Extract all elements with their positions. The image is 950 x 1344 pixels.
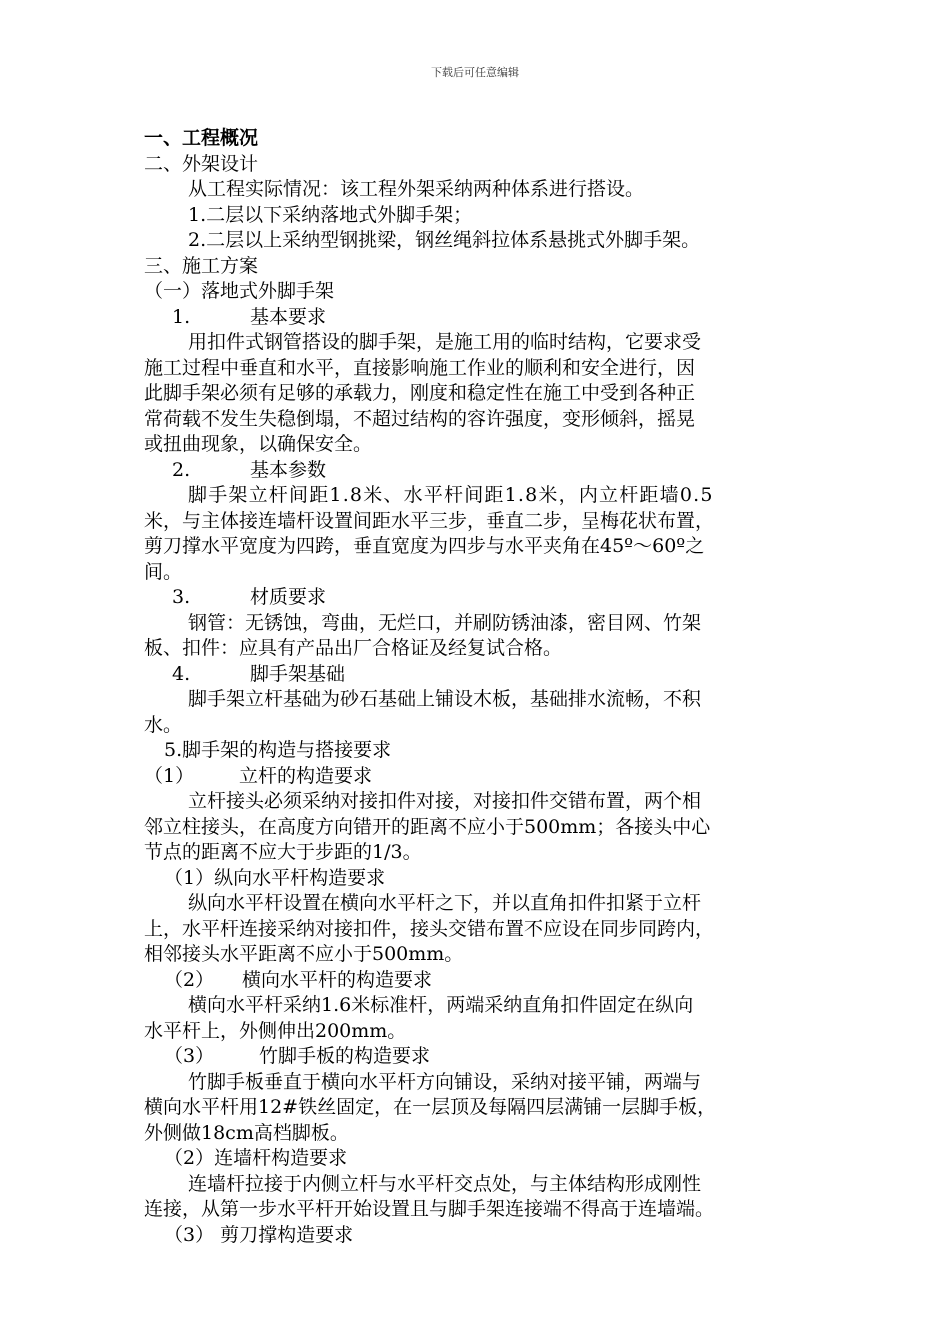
subsection-number: （1）: [144, 764, 195, 787]
subsection-title: 立杆的构造要求: [239, 764, 373, 787]
subsection-title: 竹脚手板的构造要求: [259, 1045, 431, 1067]
section-heading: [172, 662, 862, 688]
paragraph-line: 外侧做18cm高档脚板。: [144, 1121, 349, 1144]
paragraph-line: 横向水平杆用12#铁丝固定，在一层顶及每隔四层满铺一层脚手板，: [144, 1096, 717, 1118]
paragraph-line: 水。: [144, 713, 183, 736]
paragraph-line: 立杆接头必须采纳对接扣件对接，对接扣件交错布置，两个相: [188, 790, 702, 812]
paragraph-line: 节点的距离不应大于步距的1/3。: [144, 841, 422, 863]
paragraph-line: 施工过程中垂直和水平，直接影响施工作业的顺利和安全进行，因: [144, 356, 696, 379]
list-item: 2.二层以上采纳型钢挑梁，钢丝绳斜拉体系悬挑式外脚手架。: [188, 229, 701, 251]
paragraph-line: 邻立柱接头，在高度方向错开的距离不应小于500mm；各接头中心: [144, 815, 711, 838]
paragraph-line: 从工程实际情况：该工程外架采纳两种体系进行搭设。: [188, 178, 645, 200]
paragraph-line: 横向水平杆采纳1.6米标准杆，两端采纳直角扣件固定在纵向: [188, 994, 694, 1016]
list-item: 1.二层以下采纳落地式外脚手架；: [188, 203, 473, 226]
paragraph-line: 上，水平杆连接采纳对接扣件，接头交错布置不应设在同步同跨内，: [144, 917, 715, 940]
section-heading: [172, 458, 862, 484]
subsection-heading: [144, 764, 834, 790]
paragraph-line: 钢管：无锈蚀，弯曲，无烂口，并刷防锈油漆，密目网、竹架: [188, 611, 702, 634]
section-heading: [172, 305, 862, 331]
subsection-number: （3）: [164, 1045, 215, 1067]
paragraph-line: 常荷载不发生失稳倒塌，不超过结构的容许强度，变形倾斜，摇晃: [144, 407, 696, 430]
paragraph-line: 连墙杆拉接于内侧立杆与水平杆交点处，与主体结构形成刚性: [188, 1172, 702, 1195]
paragraph-line: 此脚手架必须有足够的承载力，刚度和稳定性在施工中受到各种正: [144, 382, 696, 404]
section-number: 1.: [172, 305, 191, 328]
paragraph-line: 相邻接头水平距离不应小于500mm。: [144, 943, 464, 965]
section-title: 脚手架基础: [250, 662, 346, 685]
section-number: 3.: [172, 586, 191, 608]
paragraph-line: 板、扣件：应具有产品出厂合格证及经复试合格。: [144, 637, 563, 659]
paragraph-line: 脚手架立杆间距1.8米、水平杆间距1.8米，内立杆距墙0.5: [188, 484, 714, 506]
subsection-heading: （2）连墙杆构造要求: [164, 1147, 348, 1169]
heading-construction-plan: 三、施工方案: [144, 254, 259, 277]
section-title: 基本参数: [250, 458, 327, 481]
subheading-ground-scaffold: （一）落地式外脚手架: [144, 280, 335, 302]
subsection-heading: （1）纵向水平杆构造要求: [164, 866, 386, 889]
subsection-heading: （3） 剪刀撑构造要求: [164, 1223, 354, 1246]
paragraph-line: 或扭曲现象，以确保安全。: [144, 433, 373, 455]
paragraph-line: 纵向水平杆设置在横向水平杆之下，并以直角扣件扣紧于立杆: [188, 892, 702, 914]
paragraph-line: 用扣件式钢管搭设的脚手架，是施工用的临时结构，它要求受: [188, 331, 702, 353]
paragraph-line: 水平杆上，外侧伸出200mm。: [144, 1019, 407, 1042]
section-title: 基本要求: [250, 305, 327, 328]
section-heading: 5.脚手架的构造与搭接要求: [164, 739, 392, 761]
subsection-title: 横向水平杆的构造要求: [242, 968, 433, 991]
paragraph-line: 竹脚手板垂直于横向水平杆方向铺设，采纳对接平铺，两端与: [188, 1070, 702, 1093]
section-heading: [172, 585, 862, 611]
heading-scaffold-design: 二、外架设计: [144, 152, 259, 175]
subsection-number: （2）: [164, 968, 215, 991]
document-body: [144, 126, 834, 1248]
paragraph-line: 连接，从第一步水平杆开始设置且与脚手架连接端不得高于连墙端。: [144, 1198, 715, 1220]
section-number: 2.: [172, 458, 191, 481]
subsection-heading: [164, 968, 854, 994]
paragraph-line: 米，与主体接连墙杆设置间距水平三步，垂直二步，呈梅花状布置，: [144, 509, 715, 532]
header-note: 下载后可任意编辑: [431, 66, 519, 79]
paragraph-line: 脚手架立杆基础为砂石基础上铺设木板，基础排水流畅，不积: [188, 688, 702, 710]
section-number: 4.: [172, 662, 191, 685]
heading-project-overview: 一、工程概况: [144, 127, 259, 149]
paragraph-line: 剪刀撑水平宽度为四跨，垂直宽度为四步与水平夹角在45º～60º之: [144, 535, 705, 557]
subsection-heading: [164, 1044, 854, 1070]
section-title: 材质要求: [250, 586, 327, 608]
paragraph-line: 间。: [144, 560, 183, 583]
